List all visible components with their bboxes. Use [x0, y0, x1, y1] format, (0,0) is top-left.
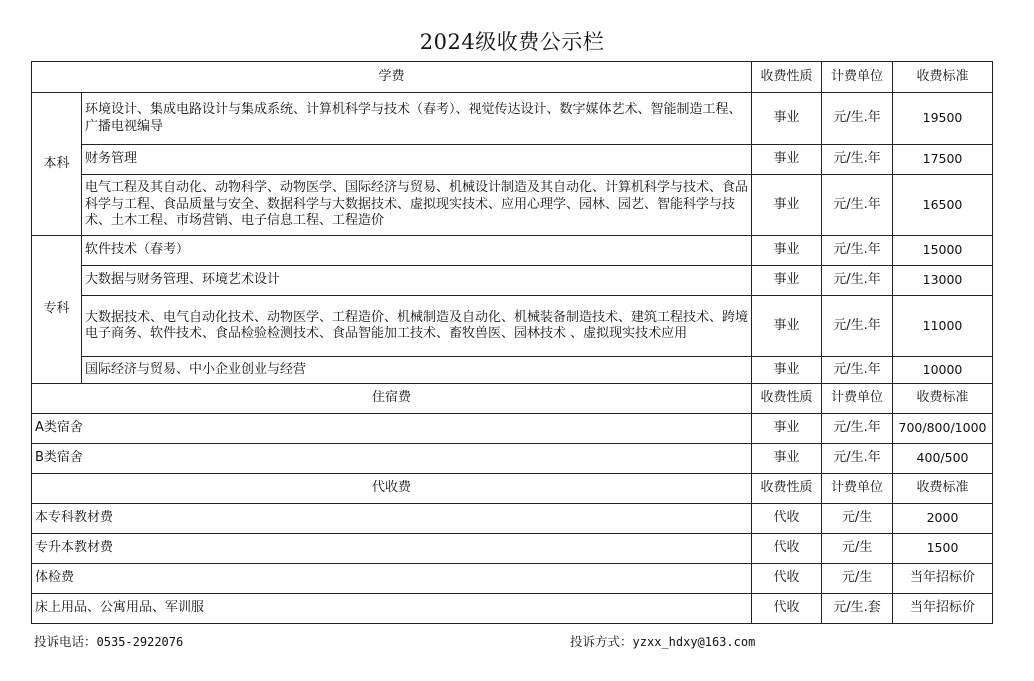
- table-row: [32, 93, 993, 145]
- unit-cell: 元/生: [822, 534, 893, 564]
- price-cell: 10000: [893, 357, 993, 384]
- table-row: [32, 145, 993, 175]
- price-cell: 2000: [893, 504, 993, 534]
- nature-cell: 事业: [752, 145, 822, 175]
- table-row: [32, 504, 993, 534]
- unit-cell: 元/生.年: [822, 93, 893, 145]
- group-undergrad: 本科: [32, 93, 82, 236]
- complaint-email: [570, 632, 755, 650]
- nature-cell: 代收: [752, 504, 822, 534]
- complaint-phone: [34, 632, 183, 650]
- table-row: [32, 414, 993, 444]
- majors-cell: 大数据与财务管理、环境艺术设计: [82, 266, 752, 296]
- unit-cell: 元/生.年: [822, 266, 893, 296]
- unit-cell: 元/生.年: [822, 236, 893, 266]
- standard-header: 收费标准: [893, 62, 993, 93]
- nature-cell: 事业: [752, 414, 822, 444]
- unit-cell: 元/生.年: [822, 145, 893, 175]
- majors-cell: 国际经济与贸易、中小企业创业与经营: [82, 357, 752, 384]
- nature-cell: 事业: [752, 444, 822, 474]
- unit-cell: 元/生.年: [822, 444, 893, 474]
- phone-number: 0535-2922076: [96, 635, 184, 649]
- price-cell: 1500: [893, 534, 993, 564]
- nature-cell: 事业: [752, 357, 822, 384]
- unit-cell: 元/生.年: [822, 296, 893, 357]
- table-row: [32, 534, 993, 564]
- nature-header: 收费性质: [752, 474, 822, 504]
- nature-header: 收费性质: [752, 62, 822, 93]
- phone-label: 投诉电话：: [34, 634, 97, 649]
- unit-header: 计费单位: [822, 474, 893, 504]
- price-cell: 11000: [893, 296, 993, 357]
- lodging-header-row: [32, 384, 993, 414]
- nature-cell: 事业: [752, 266, 822, 296]
- nature-cell: 代收: [752, 564, 822, 594]
- majors-cell: 环境设计、集成电路设计与集成系统、计算机科学与技术（春考）、视觉传达设计、数字媒体艺术、智能制造工程、广播电视编导: [82, 93, 752, 145]
- unit-cell: 元/生: [822, 564, 893, 594]
- price-cell: 当年招标价: [893, 594, 993, 624]
- page-title: 2024级收费公示栏: [419, 30, 605, 54]
- price-cell: 700/800/1000: [893, 414, 993, 444]
- majors-cell: 财务管理: [82, 145, 752, 175]
- agency-header-row: [32, 474, 993, 504]
- nature-cell: 代收: [752, 534, 822, 564]
- email-label: 投诉方式：: [570, 634, 633, 649]
- fee-table: [31, 61, 993, 624]
- table-row: [32, 444, 993, 474]
- group-college: 专科: [32, 236, 82, 384]
- item-name: 床上用品、公寓用品、军训服: [32, 594, 752, 624]
- lodging-header: 住宿费: [32, 384, 752, 414]
- price-cell: 19500: [893, 93, 993, 145]
- tuition-header-row: [32, 62, 993, 93]
- unit-cell: 元/生.年: [822, 357, 893, 384]
- item-name: B类宿舍: [32, 444, 752, 474]
- price-cell: 13000: [893, 266, 993, 296]
- table-row: [32, 564, 993, 594]
- unit-cell: 元/生: [822, 504, 893, 534]
- unit-header: 计费单位: [822, 384, 893, 414]
- item-name: A类宿舍: [32, 414, 752, 444]
- majors-cell: 电气工程及其自动化、动物科学、动物医学、国际经济与贸易、机械设计制造及其自动化、计算机科学与技术、食品科学与工程、食品质量与安全、数据科学与大数据技术、虚拟现实技术、应用心理学、园林、园艺、智能科学与技术、土木工程、市场营销、电子信息工程、工程造价: [82, 175, 752, 236]
- standard-header: 收费标准: [893, 474, 993, 504]
- nature-cell: 事业: [752, 236, 822, 266]
- item-name: 体检费: [32, 564, 752, 594]
- table-row: [32, 175, 993, 236]
- nature-cell: 代收: [752, 594, 822, 624]
- table-row: [32, 296, 993, 357]
- table-row: [32, 266, 993, 296]
- tuition-header: 学费: [32, 62, 752, 93]
- table-row: [32, 357, 993, 384]
- email-address: yzxx_hdxy@163.com: [632, 635, 756, 649]
- nature-cell: 事业: [752, 93, 822, 145]
- unit-header: 计费单位: [822, 62, 893, 93]
- nature-header: 收费性质: [752, 384, 822, 414]
- unit-cell: 元/生.年: [822, 175, 893, 236]
- item-name: 本专科教材费: [32, 504, 752, 534]
- standard-header: 收费标准: [893, 384, 993, 414]
- unit-cell: 元/生.套: [822, 594, 893, 624]
- price-cell: 当年招标价: [893, 564, 993, 594]
- price-cell: 17500: [893, 145, 993, 175]
- nature-cell: 事业: [752, 175, 822, 236]
- table-row: [32, 594, 993, 624]
- price-cell: 15000: [893, 236, 993, 266]
- majors-cell: 大数据技术、电气自动化技术、动物医学、工程造价、机械制造及自动化、机械装备制造技术、建筑工程技术、跨境电子商务、软件技术、食品检验检测技术、食品智能加工技术、畜牧兽医、园林技术 、虚拟现实技术应用: [82, 296, 752, 357]
- unit-cell: 元/生.年: [822, 414, 893, 444]
- price-cell: 400/500: [893, 444, 993, 474]
- agency-header: 代收费: [32, 474, 752, 504]
- nature-cell: 事业: [752, 296, 822, 357]
- majors-cell: 软件技术（春考）: [82, 236, 752, 266]
- price-cell: 16500: [893, 175, 993, 236]
- item-name: 专升本教材费: [32, 534, 752, 564]
- table-row: [32, 236, 993, 266]
